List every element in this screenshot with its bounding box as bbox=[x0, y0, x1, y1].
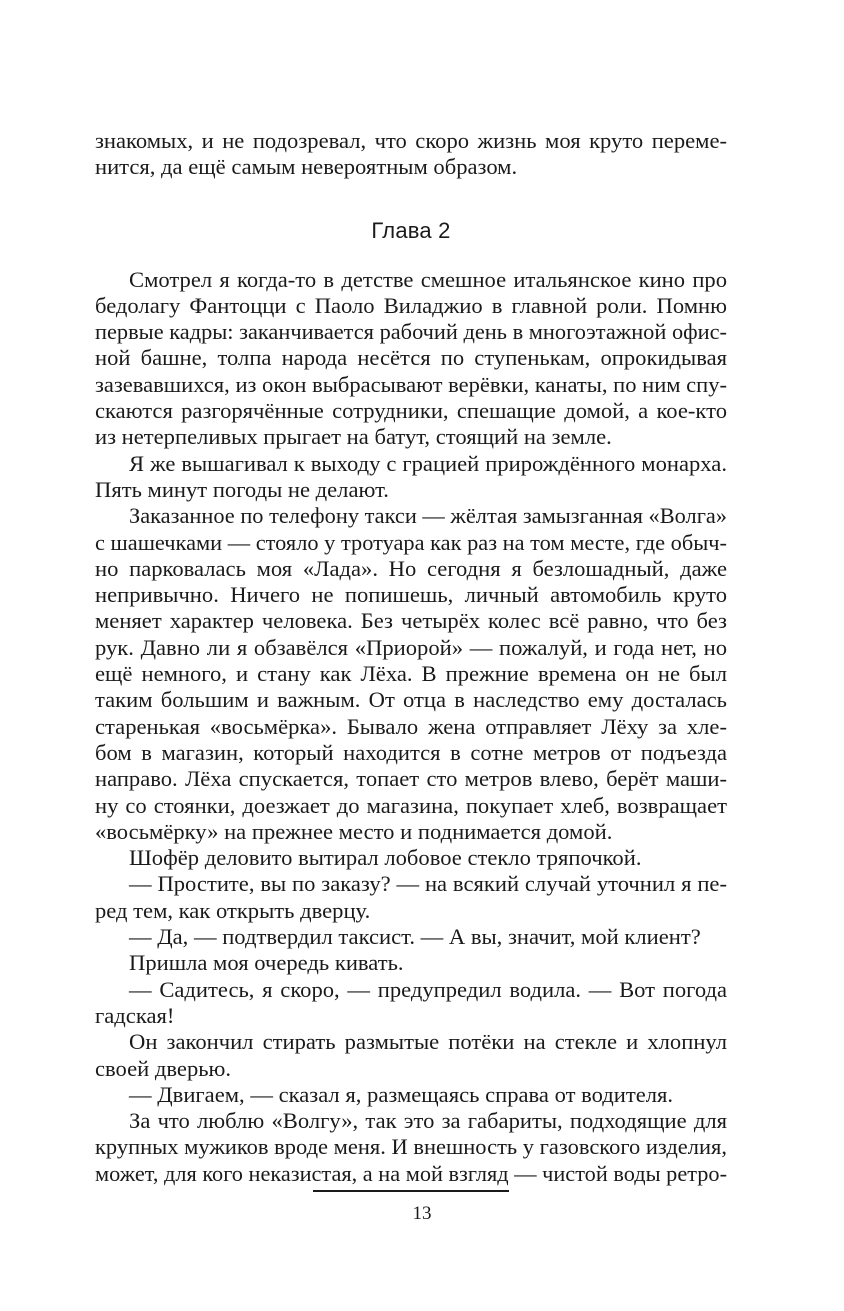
text-line: — Двигаем, — сказал я, размещаясь справа от водителя. bbox=[129, 1081, 674, 1107]
chapter-body bbox=[95, 267, 727, 1187]
text-line: ред тем, как открыть дверцу. bbox=[95, 897, 371, 923]
footer-rule bbox=[313, 1190, 509, 1192]
text-line: таким большим и важным. От отца в наследство ему досталась bbox=[95, 687, 727, 713]
text-line: зазевавшихся, из окон выбрасывают верёвки, канаты, по ним спу- bbox=[95, 371, 727, 397]
text-line: Шофёр деловито вытирал лобовое стекло тряпочкой. bbox=[129, 845, 642, 871]
text-line: с шашечками — стояло у тротуара как раз на том месте, где обыч- bbox=[95, 529, 727, 555]
book-page bbox=[95, 128, 727, 1187]
text-line: — Да, — подтвердил таксист. — А вы, значит, мой клиент? bbox=[129, 924, 701, 950]
text-line: старенькая «восьмёрка». Бывало жена отправляет Лёху за хле- bbox=[95, 713, 727, 739]
text-line: ной башне, толпа народа несётся по ступенькам, опрокидывая bbox=[95, 345, 727, 371]
text-line: бедолагу Фантоцци с Паоло Виладжио в главной роли. Помню bbox=[95, 292, 727, 318]
text-line: — Садитесь, я скоро, — предупредил водила. — Вот погода bbox=[129, 976, 727, 1002]
text-line: Он закончил стирать размытые потёки на стекле и хлопнул bbox=[129, 1029, 727, 1055]
text-line: ещё немного, и стану как Лёха. В прежние времена он не был bbox=[95, 661, 727, 687]
text-line: Я же вышагивал к выходу с грацией прирождённого монарха. bbox=[129, 450, 727, 476]
text-line: ну со стоянки, доезжает до магазина, покупает хлеб, возвращает bbox=[95, 792, 727, 818]
text-line: За что люблю «Волгу», так это за габариты, подходящие для bbox=[129, 1108, 727, 1134]
text-line: первые кадры: заканчивается рабочий день в многоэтажной офис- bbox=[95, 319, 727, 345]
page-number: 13 bbox=[412, 1203, 432, 1224]
text-line: бом в магазин, который находится в сотне метров от подъезда bbox=[95, 739, 727, 765]
text-line: крупных мужиков вроде меня. И внешность у газовского изделия, bbox=[95, 1134, 727, 1160]
text-line: Заказанное по телефону такси — жёлтая замызганная «Волга» bbox=[129, 503, 727, 529]
text-line: непривычно. Ничего не попишешь, личный автомобиль круто bbox=[95, 582, 727, 608]
text-line: своей дверью. bbox=[95, 1055, 232, 1081]
text-line: направо. Лёха спускается, топает сто метров влево, берёт маши- bbox=[95, 766, 727, 792]
text-line: Пять минут погоды не делают. bbox=[95, 476, 389, 502]
text-line: нится, да ещё самым невероятным образом. bbox=[95, 154, 518, 180]
chapter-heading bbox=[95, 216, 727, 246]
text-line: из нетерпеливых прыгает на батут, стоящий на земле. bbox=[95, 424, 612, 450]
chapter-title: Глава 2 bbox=[371, 217, 451, 243]
text-line: знакомых, и не подозревал, что скоро жизнь моя круто переме- bbox=[95, 128, 727, 153]
text-line: Пришла моя очередь кивать. bbox=[129, 950, 404, 976]
text-line: рук. Давно ли я обзавёлся «Приорой» — пожалуй, и года нет, но bbox=[95, 634, 727, 660]
text-line: может, для кого неказистая, а на мой взгляд — чистой воды ретро- bbox=[95, 1160, 727, 1186]
text-line: «восьмёрку» на прежнее место и поднимается домой. bbox=[95, 818, 613, 844]
text-line: — Простите, вы по заказу? — на всякий случай уточнил я пе- bbox=[129, 871, 727, 897]
text-line: скаются разгорячённые сотрудники, спешащие домой, а кое-кто bbox=[95, 398, 727, 424]
text-line: Смотрел я когда-то в детстве смешное итальянское кино про bbox=[129, 266, 727, 292]
text-line: гадская! bbox=[95, 1002, 175, 1028]
text-line: но парковалась моя «Лада». Но сегодня я безлошадный, даже bbox=[95, 555, 727, 581]
text-line: меняет характер человека. Без четырёх колес всё равно, что без bbox=[95, 608, 727, 634]
intro-paragraph bbox=[95, 128, 727, 181]
